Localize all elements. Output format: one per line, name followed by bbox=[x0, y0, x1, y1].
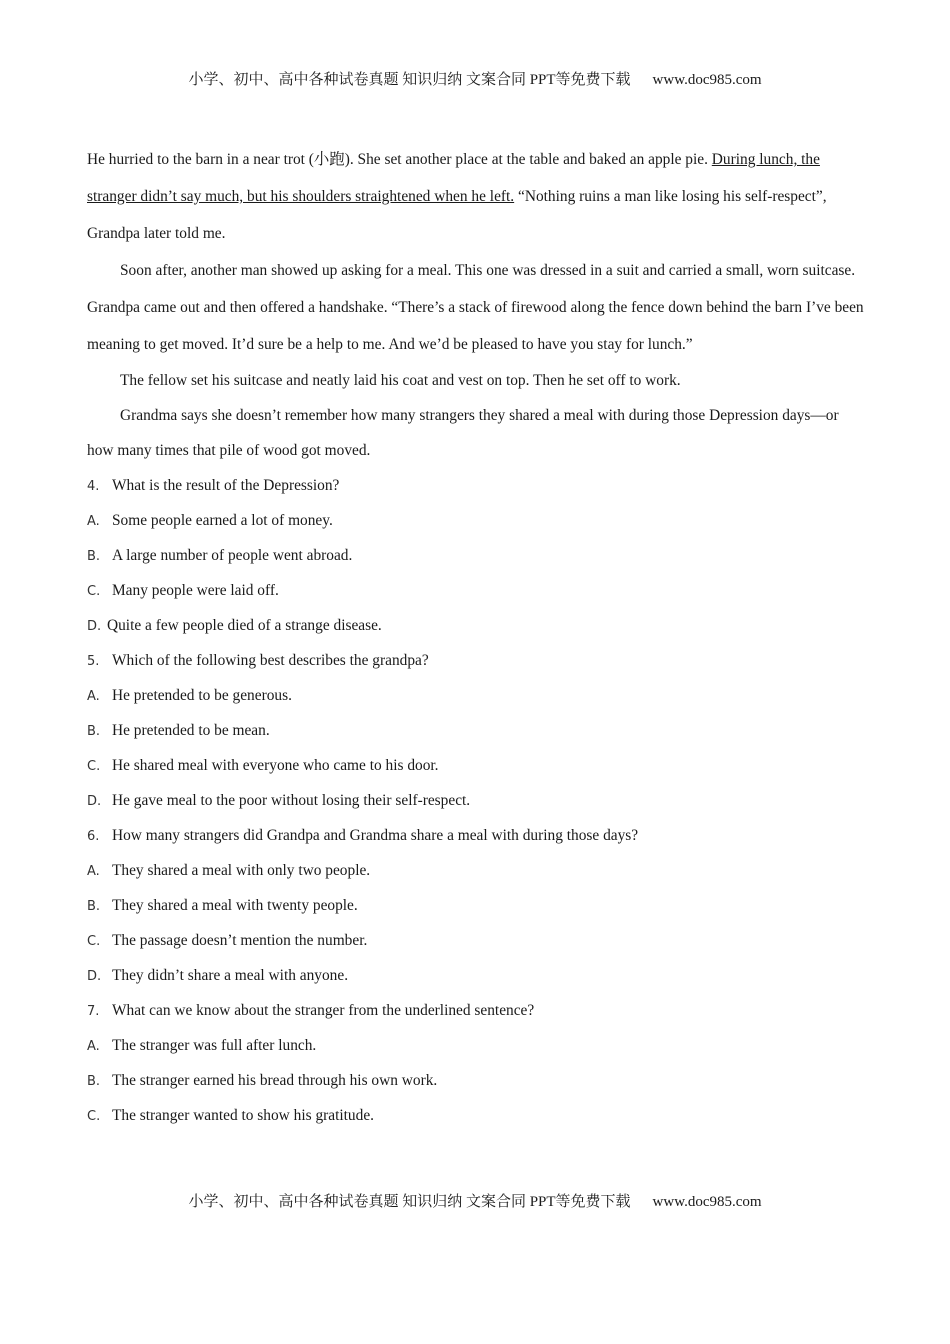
option-text: He pretended to be mean. bbox=[112, 722, 270, 739]
page-footer bbox=[0, 1190, 950, 1211]
paragraph-1-start: He hurried to the barn in a near trot (小跑). She set another place at the table and baked an apple pie. bbox=[87, 151, 712, 168]
question-stem bbox=[87, 818, 865, 853]
passage-paragraph-1 bbox=[87, 141, 865, 252]
header-site: www.doc985.com bbox=[652, 72, 762, 88]
option-text: Quite a few people died of a strange disease. bbox=[107, 617, 382, 634]
option-text: They didn’t share a meal with anyone. bbox=[112, 967, 349, 984]
option bbox=[87, 538, 865, 573]
option bbox=[87, 1063, 865, 1098]
option-label: B. bbox=[87, 899, 101, 914]
page-header bbox=[0, 68, 950, 89]
option-label: B. bbox=[87, 1074, 101, 1089]
question-number: 5. bbox=[87, 654, 100, 669]
option-text: He shared meal with everyone who came to his door. bbox=[112, 757, 439, 774]
option-text: They shared a meal with twenty people. bbox=[112, 897, 358, 914]
question-5 bbox=[87, 643, 865, 818]
option bbox=[87, 573, 865, 608]
option bbox=[87, 783, 865, 818]
passage-paragraph-3: The fellow set his suitcase and neatly laid his coat and vest on top. Then he set off to work. bbox=[120, 372, 681, 389]
option-label: A. bbox=[87, 1039, 100, 1054]
option-text: They shared a meal with only two people. bbox=[112, 862, 371, 879]
option bbox=[87, 713, 865, 748]
question-text: How many strangers did Grandpa and Grandma share a meal with during those days? bbox=[112, 827, 639, 844]
option-text: The passage doesn’t mention the number. bbox=[112, 932, 368, 949]
option-text: The stranger earned his bread through his own work. bbox=[112, 1072, 438, 1089]
option bbox=[87, 1098, 865, 1133]
footer-site: www.doc985.com bbox=[652, 1194, 762, 1210]
question-number: 6. bbox=[87, 829, 100, 844]
option-text: Some people earned a lot of money. bbox=[112, 512, 333, 529]
option-label: C. bbox=[87, 759, 101, 774]
option-label: D. bbox=[87, 794, 102, 809]
option-text: A large number of people went abroad. bbox=[112, 547, 353, 564]
option-text: The stranger wanted to show his gratitude. bbox=[112, 1107, 375, 1124]
passage-paragraph-2: Soon after, another man showed up asking for a meal. This one was dressed in a suit and carried a small, worn suitcase. Grandpa came out and then offered a handshake. “There’s a stack of firewood along the fence down behind the barn I’ve been meaning to get moved. It’d sure be a help to me. And we’d be pleased to have you stay for lunch.” bbox=[87, 262, 864, 353]
option bbox=[87, 958, 865, 993]
question-number: 7. bbox=[87, 1004, 100, 1019]
option-text: He gave meal to the poor without losing their self-respect. bbox=[112, 792, 471, 809]
option-label: C. bbox=[87, 1109, 101, 1124]
option bbox=[87, 853, 865, 888]
question-6 bbox=[87, 818, 865, 993]
option-label: B. bbox=[87, 549, 101, 564]
question-number: 4. bbox=[87, 479, 100, 494]
option bbox=[87, 1028, 865, 1063]
option-text: The stranger was full after lunch. bbox=[112, 1037, 317, 1054]
question-text: Which of the following best describes the grandpa? bbox=[112, 652, 429, 669]
option-label: C. bbox=[87, 934, 101, 949]
question-text: What can we know about the stranger from the underlined sentence? bbox=[112, 1002, 535, 1019]
option-label: C. bbox=[87, 584, 101, 599]
question-4 bbox=[87, 468, 865, 643]
question-stem bbox=[87, 643, 865, 678]
question-7 bbox=[87, 993, 865, 1133]
paragraph-1-end: “Nothing ruins a man like losing his self-respect”, Grandpa later told me. bbox=[87, 188, 827, 242]
underlined-sentence: During lunch, the stranger didn’t say much, but his shoulders straightened when he left. bbox=[87, 151, 820, 205]
header-text: 小学、初中、高中各种试卷真题 知识归纳 文案合同 PPT等免费下载 bbox=[188, 72, 631, 88]
question-stem bbox=[87, 993, 865, 1028]
option bbox=[87, 678, 865, 713]
option-label: D. bbox=[87, 619, 102, 634]
option bbox=[87, 748, 865, 783]
document-body bbox=[87, 141, 865, 1133]
option-label: A. bbox=[87, 689, 100, 704]
option-label: B. bbox=[87, 724, 101, 739]
option bbox=[87, 503, 865, 538]
option-label: D. bbox=[87, 969, 102, 984]
option-text: He pretended to be generous. bbox=[112, 687, 292, 704]
option bbox=[87, 888, 865, 923]
passage-paragraph-4: Grandma says she doesn’t remember how many strangers they shared a meal with during those Depression days—or how many times that pile of wood got moved. bbox=[87, 407, 839, 459]
option-text: Many people were laid off. bbox=[112, 582, 279, 599]
option bbox=[87, 923, 865, 958]
question-stem bbox=[87, 468, 865, 503]
question-text: What is the result of the Depression? bbox=[112, 477, 340, 494]
option bbox=[87, 608, 865, 643]
option-label: A. bbox=[87, 514, 100, 529]
footer-text: 小学、初中、高中各种试卷真题 知识归纳 文案合同 PPT等免费下载 bbox=[188, 1194, 631, 1210]
option-label: A. bbox=[87, 864, 100, 879]
